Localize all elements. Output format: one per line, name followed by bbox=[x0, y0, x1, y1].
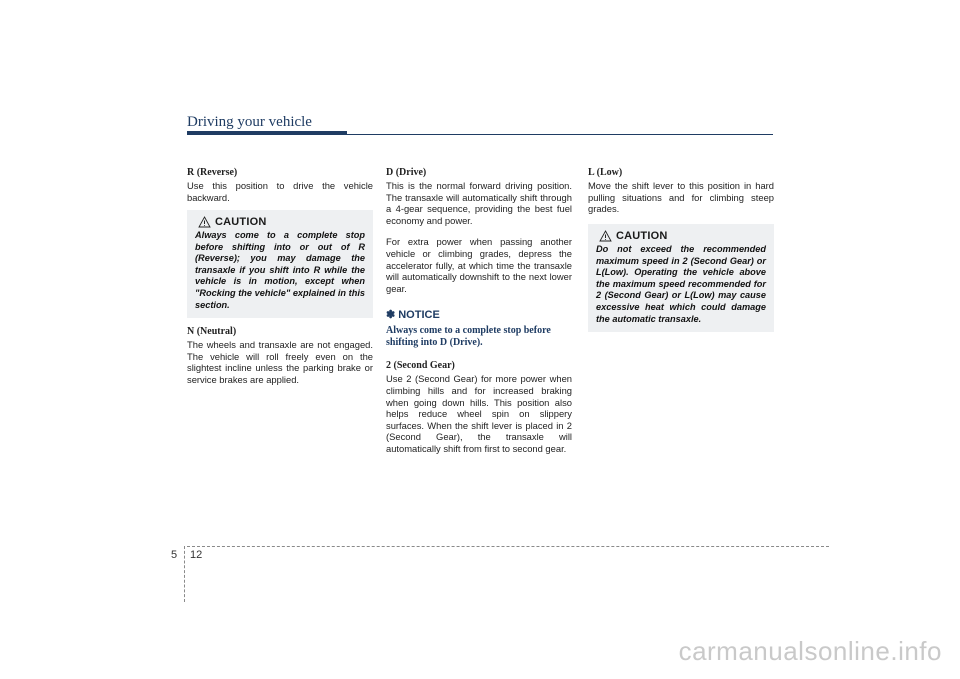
caution-text-low: Do not exceed the recommended maximum speed in 2 (Second Gear) or L(Low). Operating the vehicle above the maximum speed recommended for 2 (Second Gear) or L(Low) may cause excessive heat which could damage the automatic transaxle. bbox=[596, 244, 766, 324]
low-body: Move the shift lever to this position in hard pulling situations and for climbing steep grades. bbox=[588, 180, 774, 215]
caution-label: CAUTION bbox=[215, 216, 267, 228]
drive-body-2: For extra power when passing another vehicle or climbing grades, depress the accelerator fully, at which time the transaxle will automatically downshift to the next lower gear. bbox=[386, 236, 572, 294]
second-gear-heading: 2 (Second Gear) bbox=[386, 360, 455, 372]
second-gear-body: Use 2 (Second Gear) for more power when climbing hills and for increased braking when going down hills. This position also helps reduce wheel spin on slippery surfaces. When the shift lever is placed in 2 (Second Gear), the transaxle will automatically shift from first to second gear. bbox=[386, 373, 572, 454]
drive-heading: D (Drive) bbox=[386, 167, 427, 178]
watermark: carmanualsonline.info bbox=[678, 636, 942, 666]
warning-triangle-icon bbox=[599, 230, 612, 242]
neutral-body: The wheels and transaxle are not engaged. The vehicle will roll freely even on the slightest incline unless the parking brake or service brakes are applied. bbox=[187, 339, 373, 385]
low-heading: L (Low) bbox=[588, 167, 623, 178]
warning-triangle-icon bbox=[198, 216, 211, 228]
notice-title bbox=[386, 308, 572, 321]
column-1 bbox=[187, 167, 373, 203]
header-rule bbox=[187, 134, 773, 135]
caution-text-reverse: Always come to a complete stop before shifting into or out of R (Reverse); you may damage the transaxle if you shift into R while the vehicle is in motion, except when "Rocking the vehicle" explained in this section. bbox=[195, 230, 365, 310]
neutral-section bbox=[187, 326, 373, 385]
reverse-heading: R (Reverse) bbox=[187, 167, 238, 178]
column-3 bbox=[588, 167, 774, 215]
page-header-title: Driving your vehicle bbox=[187, 114, 312, 130]
footer-vertical-rule bbox=[184, 546, 185, 602]
notice-text: Always come to a complete stop before shifting into D (Drive). bbox=[386, 325, 551, 349]
chapter-number: 5 bbox=[171, 549, 178, 561]
footer-rule bbox=[187, 546, 829, 547]
page-number: 12 bbox=[190, 549, 203, 561]
drive-body-1: This is the normal forward driving position. The transaxle will automatically shift through a 4-gear sequence, providing the best fuel economy and power. bbox=[386, 180, 572, 226]
column-2 bbox=[386, 167, 572, 455]
neutral-heading: N (Neutral) bbox=[187, 326, 237, 337]
notice-label: NOTICE bbox=[398, 308, 440, 321]
caution-box-reverse bbox=[187, 210, 373, 318]
notice-star-icon: ✽ bbox=[386, 309, 396, 322]
caution-box-low bbox=[588, 224, 774, 332]
reverse-body: Use this position to drive the vehicle backward. bbox=[187, 180, 373, 203]
caution-label: CAUTION bbox=[616, 230, 668, 242]
